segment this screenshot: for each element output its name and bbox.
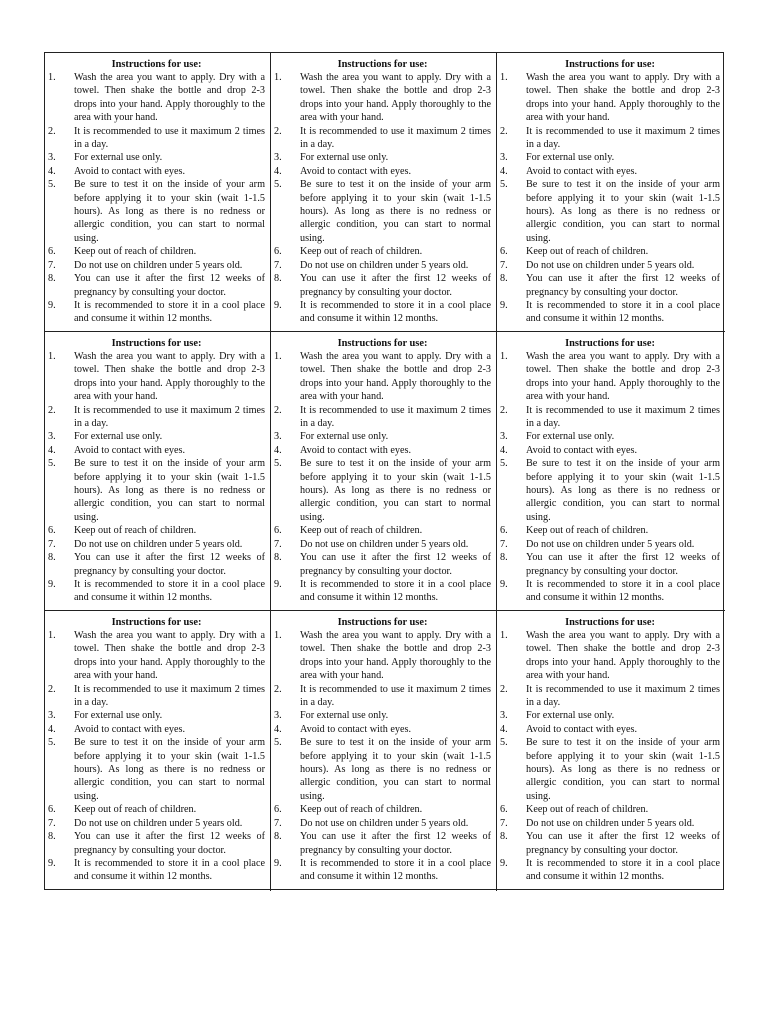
- instruction-card: [497, 332, 725, 611]
- instruction-list: [274, 71, 491, 326]
- item-text: Keep out of reach of children.: [300, 246, 423, 258]
- instruction-card: [45, 611, 271, 891]
- instruction-item: [274, 430, 491, 443]
- item-number: 6.: [274, 525, 282, 537]
- item-number: 6.: [48, 246, 56, 258]
- item-text: You can use it after the first 12 weeks of pregnancy by consulting your doctor.: [300, 831, 491, 856]
- item-number: 2.: [48, 404, 56, 416]
- item-text: Do not use on children under 5 years old.: [300, 817, 469, 829]
- instruction-item: [48, 551, 265, 578]
- item-text: Avoid to contact with eyes.: [300, 444, 411, 456]
- instruction-item: [48, 524, 265, 537]
- item-text: For external use only.: [526, 152, 615, 164]
- instruction-item: [48, 803, 265, 816]
- item-text: You can use it after the first 12 weeks of pregnancy by consulting your doctor.: [74, 552, 265, 577]
- instruction-item: [48, 857, 265, 884]
- item-number: 2.: [500, 404, 508, 416]
- instruction-list: [48, 629, 265, 884]
- instruction-item: [500, 272, 720, 299]
- item-number: 7.: [274, 817, 282, 829]
- instruction-item: [500, 723, 720, 736]
- instruction-list: [48, 71, 265, 326]
- instruction-item: [274, 125, 491, 152]
- item-number: 7.: [500, 259, 508, 271]
- instruction-item: [274, 551, 491, 578]
- item-text: Keep out of reach of children.: [74, 804, 197, 816]
- item-text: Be sure to test it on the inside of your arm before applying it to your skin (wait 1-1.5 hours). As long as there is no redness or allergic condition, you can start to normal using.: [300, 179, 491, 244]
- item-text: Avoid to contact with eyes.: [526, 444, 637, 456]
- item-text: It is recommended to store it in a cool place and consume it within 12 months.: [300, 299, 491, 325]
- item-text: Do not use on children under 5 years old.: [74, 538, 243, 550]
- item-text: For external use only.: [74, 152, 163, 164]
- item-text: It is recommended to store it in a cool place and consume it within 12 months.: [526, 857, 720, 883]
- item-number: 9.: [48, 857, 56, 869]
- instruction-item: [48, 709, 265, 722]
- instruction-card: [45, 53, 271, 332]
- item-number: 9.: [48, 299, 56, 311]
- item-number: 6.: [500, 804, 508, 816]
- card-title: Instructions for use:: [565, 338, 655, 349]
- item-text: It is recommended to use it maximum 2 times in a day.: [74, 125, 265, 151]
- item-text: It is recommended to use it maximum 2 times in a day.: [526, 404, 720, 430]
- instruction-item: [48, 444, 265, 457]
- item-text: Avoid to contact with eyes.: [300, 723, 411, 735]
- item-number: 7.: [48, 817, 56, 829]
- instruction-item: [48, 430, 265, 443]
- instruction-item: [48, 723, 265, 736]
- item-text: Wash the area you want to apply. Dry with a towel. Then shake the bottle and drop 2-3 drops into your hand. Apply thoroughly to the area with your hand.: [526, 72, 720, 124]
- item-text: Avoid to contact with eyes.: [526, 723, 637, 735]
- item-number: 5.: [48, 179, 56, 191]
- item-text: Do not use on children under 5 years old.: [526, 538, 695, 550]
- instruction-item: [274, 444, 491, 457]
- item-text: It is recommended to use it maximum 2 times in a day.: [300, 404, 491, 430]
- item-number: 6.: [500, 246, 508, 258]
- item-text: Keep out of reach of children.: [526, 525, 649, 537]
- item-number: 5.: [48, 737, 56, 749]
- item-number: 1.: [274, 72, 282, 83]
- item-text: For external use only.: [526, 431, 615, 443]
- item-text: Wash the area you want to apply. Dry with a towel. Then shake the bottle and drop 2-3 drops into your hand. Apply thoroughly to the area with your hand.: [74, 630, 265, 682]
- instruction-item: [48, 629, 265, 683]
- item-number: 5.: [48, 458, 56, 470]
- instruction-card: [45, 332, 271, 611]
- instruction-item: [274, 245, 491, 258]
- instruction-card: [271, 611, 497, 891]
- instruction-item: [48, 817, 265, 830]
- instruction-item: [500, 538, 720, 551]
- instruction-list: [500, 71, 720, 326]
- item-text: For external use only.: [74, 431, 163, 443]
- instruction-item: [500, 683, 720, 710]
- item-text: You can use it after the first 12 weeks of pregnancy by consulting your doctor.: [526, 273, 720, 298]
- item-number: 1.: [48, 72, 56, 83]
- item-number: 8.: [48, 273, 56, 285]
- item-number: 6.: [274, 804, 282, 816]
- instruction-item: [500, 830, 720, 857]
- item-text: Be sure to test it on the inside of your arm before applying it to your skin (wait 1-1.5 hours). As long as there is no redness or allergic condition, you can start to normal using.: [526, 179, 720, 244]
- item-number: 7.: [500, 538, 508, 550]
- instruction-item: [274, 830, 491, 857]
- item-number: 7.: [274, 259, 282, 271]
- item-number: 3.: [48, 710, 56, 722]
- item-text: You can use it after the first 12 weeks of pregnancy by consulting your doctor.: [74, 831, 265, 856]
- instruction-item: [48, 683, 265, 710]
- item-number: 5.: [274, 458, 282, 470]
- card-title: Instructions for use:: [565, 617, 655, 628]
- item-text: Avoid to contact with eyes.: [74, 723, 185, 735]
- instruction-item: [274, 524, 491, 537]
- item-number: 9.: [274, 299, 282, 311]
- item-number: 6.: [274, 246, 282, 258]
- item-number: 1.: [48, 351, 56, 362]
- item-number: 7.: [48, 259, 56, 271]
- instruction-item: [500, 404, 720, 431]
- instruction-item: [48, 245, 265, 258]
- instruction-item: [500, 151, 720, 164]
- item-text: Wash the area you want to apply. Dry with a towel. Then shake the bottle and drop 2-3 drops into your hand. Apply thoroughly to the area with your hand.: [526, 351, 720, 403]
- item-number: 4.: [48, 723, 56, 735]
- instruction-item: [48, 272, 265, 299]
- item-text: Wash the area you want to apply. Dry with a towel. Then shake the bottle and drop 2-3 drops into your hand. Apply thoroughly to the area with your hand.: [300, 351, 491, 403]
- instruction-item: [274, 578, 491, 605]
- instruction-item: [500, 245, 720, 258]
- instruction-item: [48, 259, 265, 272]
- item-number: 6.: [48, 525, 56, 537]
- item-number: 4.: [500, 165, 508, 177]
- item-text: It is recommended to use it maximum 2 times in a day.: [300, 125, 491, 151]
- instruction-item: [48, 125, 265, 152]
- item-text: It is recommended to store it in a cool place and consume it within 12 months.: [74, 857, 265, 883]
- instruction-item: [274, 404, 491, 431]
- instruction-item: [500, 457, 720, 524]
- item-text: Do not use on children under 5 years old.: [74, 259, 243, 271]
- item-number: 8.: [500, 273, 508, 285]
- item-text: You can use it after the first 12 weeks of pregnancy by consulting your doctor.: [526, 831, 720, 856]
- instruction-list: [48, 350, 265, 605]
- item-text: Be sure to test it on the inside of your arm before applying it to your skin (wait 1-1.5 hours). As long as there is no redness or allergic condition, you can start to normal using.: [74, 458, 265, 523]
- item-number: 1.: [274, 630, 282, 641]
- item-text: Keep out of reach of children.: [526, 804, 649, 816]
- instruction-item: [500, 709, 720, 722]
- item-text: It is recommended to store it in a cool place and consume it within 12 months.: [300, 578, 491, 604]
- instruction-list: [500, 629, 720, 884]
- item-number: 6.: [48, 804, 56, 816]
- item-text: It is recommended to store it in a cool place and consume it within 12 months.: [526, 299, 720, 325]
- instruction-item: [500, 524, 720, 537]
- instruction-item: [274, 71, 491, 125]
- item-number: 8.: [274, 552, 282, 564]
- item-text: Do not use on children under 5 years old.: [526, 817, 695, 829]
- item-number: 4.: [274, 165, 282, 177]
- instruction-item: [274, 857, 491, 884]
- item-text: Avoid to contact with eyes.: [300, 165, 411, 177]
- item-number: 2.: [274, 683, 282, 695]
- item-number: 8.: [274, 273, 282, 285]
- instruction-item: [274, 629, 491, 683]
- item-text: Be sure to test it on the inside of your arm before applying it to your skin (wait 1-1.5 hours). As long as there is no redness or allergic condition, you can start to normal using.: [300, 458, 491, 523]
- instruction-item: [274, 178, 491, 245]
- item-number: 7.: [500, 817, 508, 829]
- item-text: Wash the area you want to apply. Dry with a towel. Then shake the bottle and drop 2-3 drops into your hand. Apply thoroughly to the area with your hand.: [300, 630, 491, 682]
- item-number: 9.: [500, 857, 508, 869]
- instruction-item: [500, 350, 720, 404]
- item-number: 4.: [274, 444, 282, 456]
- item-text: You can use it after the first 12 weeks of pregnancy by consulting your doctor.: [74, 273, 265, 298]
- item-number: 7.: [48, 538, 56, 550]
- item-text: Be sure to test it on the inside of your arm before applying it to your skin (wait 1-1.5 hours). As long as there is no redness or allergic condition, you can start to normal using.: [74, 737, 265, 802]
- instruction-item: [48, 404, 265, 431]
- item-number: 4.: [48, 444, 56, 456]
- card-title: Instructions for use:: [337, 617, 428, 628]
- item-number: 2.: [500, 125, 508, 137]
- instruction-item: [500, 736, 720, 803]
- item-number: 5.: [500, 179, 508, 191]
- card-title: Instructions for use:: [565, 59, 655, 70]
- item-text: Be sure to test it on the inside of your arm before applying it to your skin (wait 1-1.5 hours). As long as there is no redness or allergic condition, you can start to normal using.: [74, 179, 265, 244]
- instruction-item: [500, 125, 720, 152]
- item-text: It is recommended to store it in a cool place and consume it within 12 months.: [74, 299, 265, 325]
- item-text: Be sure to test it on the inside of your arm before applying it to your skin (wait 1-1.5 hours). As long as there is no redness or allergic condition, you can start to normal using.: [526, 458, 720, 523]
- instruction-item: [48, 830, 265, 857]
- instruction-item: [274, 299, 491, 326]
- instruction-card: [271, 332, 497, 611]
- item-text: Wash the area you want to apply. Dry with a towel. Then shake the bottle and drop 2-3 drops into your hand. Apply thoroughly to the area with your hand.: [300, 72, 491, 124]
- card-title: Instructions for use:: [337, 59, 428, 70]
- item-text: Do not use on children under 5 years old.: [300, 538, 469, 550]
- instruction-item: [500, 551, 720, 578]
- instruction-item: [500, 857, 720, 884]
- item-text: Be sure to test it on the inside of your arm before applying it to your skin (wait 1-1.5 hours). As long as there is no redness or allergic condition, you can start to normal using.: [300, 737, 491, 802]
- item-number: 3.: [500, 710, 508, 722]
- instruction-item: [500, 629, 720, 683]
- item-number: 2.: [274, 404, 282, 416]
- item-number: 7.: [274, 538, 282, 550]
- item-number: 5.: [274, 737, 282, 749]
- item-number: 5.: [500, 458, 508, 470]
- instruction-item: [274, 538, 491, 551]
- instruction-item: [274, 350, 491, 404]
- card-title: Instructions for use:: [337, 338, 428, 349]
- instruction-item: [48, 299, 265, 326]
- item-number: 6.: [500, 525, 508, 537]
- item-text: It is recommended to use it maximum 2 times in a day.: [526, 683, 720, 709]
- item-number: 3.: [500, 152, 508, 164]
- instruction-item: [48, 736, 265, 803]
- item-text: Do not use on children under 5 years old.: [74, 817, 243, 829]
- item-number: 8.: [48, 831, 56, 843]
- item-number: 1.: [500, 351, 508, 362]
- item-text: Keep out of reach of children.: [74, 525, 197, 537]
- item-text: It is recommended to store it in a cool place and consume it within 12 months.: [74, 578, 265, 604]
- card-title: Instructions for use:: [111, 59, 202, 70]
- item-text: Do not use on children under 5 years old.: [526, 259, 695, 271]
- item-text: It is recommended to use it maximum 2 times in a day.: [300, 683, 491, 709]
- instruction-item: [274, 723, 491, 736]
- item-number: 8.: [500, 552, 508, 564]
- instruction-list: [500, 350, 720, 605]
- instruction-item: [274, 803, 491, 816]
- item-number: 8.: [48, 552, 56, 564]
- item-number: 3.: [500, 431, 508, 443]
- item-number: 1.: [500, 630, 508, 641]
- instruction-item: [48, 350, 265, 404]
- instruction-item: [500, 430, 720, 443]
- item-number: 2.: [48, 683, 56, 695]
- instruction-item: [274, 272, 491, 299]
- item-number: 9.: [500, 299, 508, 311]
- instruction-item: [48, 151, 265, 164]
- item-text: Wash the area you want to apply. Dry with a towel. Then shake the bottle and drop 2-3 drops into your hand. Apply thoroughly to the area with your hand.: [74, 72, 265, 124]
- instruction-item: [274, 165, 491, 178]
- item-text: For external use only.: [300, 710, 389, 722]
- card-title: Instructions for use:: [111, 617, 202, 628]
- instruction-item: [48, 457, 265, 524]
- instruction-item: [274, 259, 491, 272]
- instruction-item: [500, 817, 720, 830]
- instruction-item: [500, 178, 720, 245]
- item-number: 9.: [48, 578, 56, 590]
- item-number: 1.: [500, 72, 508, 83]
- item-number: 5.: [500, 737, 508, 749]
- item-text: For external use only.: [74, 710, 163, 722]
- item-text: Keep out of reach of children.: [526, 246, 649, 258]
- instruction-item: [274, 736, 491, 803]
- instruction-item: [500, 259, 720, 272]
- item-number: 9.: [274, 857, 282, 869]
- item-text: Wash the area you want to apply. Dry with a towel. Then shake the bottle and drop 2-3 drops into your hand. Apply thoroughly to the area with your hand.: [526, 630, 720, 682]
- item-text: Avoid to contact with eyes.: [74, 165, 185, 177]
- item-text: Keep out of reach of children.: [300, 525, 423, 537]
- instruction-item: [48, 578, 265, 605]
- instruction-item: [274, 457, 491, 524]
- item-text: It is recommended to use it maximum 2 times in a day.: [74, 683, 265, 709]
- instruction-item: [48, 178, 265, 245]
- item-number: 5.: [274, 179, 282, 191]
- item-number: 3.: [48, 152, 56, 164]
- item-number: 4.: [500, 723, 508, 735]
- card-title: Instructions for use:: [111, 338, 202, 349]
- instruction-item: [274, 817, 491, 830]
- instruction-item: [48, 71, 265, 125]
- instruction-item: [274, 709, 491, 722]
- item-text: It is recommended to store it in a cool place and consume it within 12 months.: [300, 857, 491, 883]
- item-number: 2.: [48, 125, 56, 137]
- item-text: It is recommended to use it maximum 2 times in a day.: [74, 404, 265, 430]
- item-text: Keep out of reach of children.: [300, 804, 423, 816]
- item-number: 4.: [274, 723, 282, 735]
- instruction-item: [274, 151, 491, 164]
- item-number: 9.: [274, 578, 282, 590]
- item-number: 2.: [274, 125, 282, 137]
- item-number: 1.: [274, 351, 282, 362]
- instruction-card: [271, 53, 497, 332]
- item-number: 4.: [48, 165, 56, 177]
- item-text: Avoid to contact with eyes.: [526, 165, 637, 177]
- item-number: 3.: [274, 710, 282, 722]
- instruction-item: [274, 683, 491, 710]
- instruction-item: [48, 165, 265, 178]
- item-text: For external use only.: [526, 710, 615, 722]
- label-sheet: [44, 52, 724, 890]
- item-number: 3.: [274, 431, 282, 443]
- item-number: 1.: [48, 630, 56, 641]
- instruction-item: [500, 299, 720, 326]
- instruction-item: [500, 444, 720, 457]
- item-number: 4.: [500, 444, 508, 456]
- item-number: 3.: [48, 431, 56, 443]
- item-text: Do not use on children under 5 years old.: [300, 259, 469, 271]
- item-number: 2.: [500, 683, 508, 695]
- instruction-item: [500, 71, 720, 125]
- item-text: For external use only.: [300, 152, 389, 164]
- item-number: 8.: [274, 831, 282, 843]
- item-text: Keep out of reach of children.: [74, 246, 197, 258]
- item-number: 3.: [274, 152, 282, 164]
- instruction-list: [274, 350, 491, 605]
- item-text: For external use only.: [300, 431, 389, 443]
- instruction-item: [500, 165, 720, 178]
- item-text: You can use it after the first 12 weeks of pregnancy by consulting your doctor.: [526, 552, 720, 577]
- item-text: You can use it after the first 12 weeks of pregnancy by consulting your doctor.: [300, 552, 491, 577]
- item-text: It is recommended to use it maximum 2 times in a day.: [526, 125, 720, 151]
- instruction-card: [497, 53, 725, 332]
- item-text: Be sure to test it on the inside of your arm before applying it to your skin (wait 1-1.5 hours). As long as there is no redness or allergic condition, you can start to normal using.: [526, 737, 720, 802]
- instruction-item: [500, 803, 720, 816]
- item-text: Avoid to contact with eyes.: [74, 444, 185, 456]
- item-number: 8.: [500, 831, 508, 843]
- instruction-item: [48, 538, 265, 551]
- item-text: You can use it after the first 12 weeks of pregnancy by consulting your doctor.: [300, 273, 491, 298]
- instruction-list: [274, 629, 491, 884]
- instruction-item: [500, 578, 720, 605]
- item-text: Wash the area you want to apply. Dry with a towel. Then shake the bottle and drop 2-3 drops into your hand. Apply thoroughly to the area with your hand.: [74, 351, 265, 403]
- item-number: 9.: [500, 578, 508, 590]
- item-text: It is recommended to store it in a cool place and consume it within 12 months.: [526, 578, 720, 604]
- instruction-card: [497, 611, 725, 891]
